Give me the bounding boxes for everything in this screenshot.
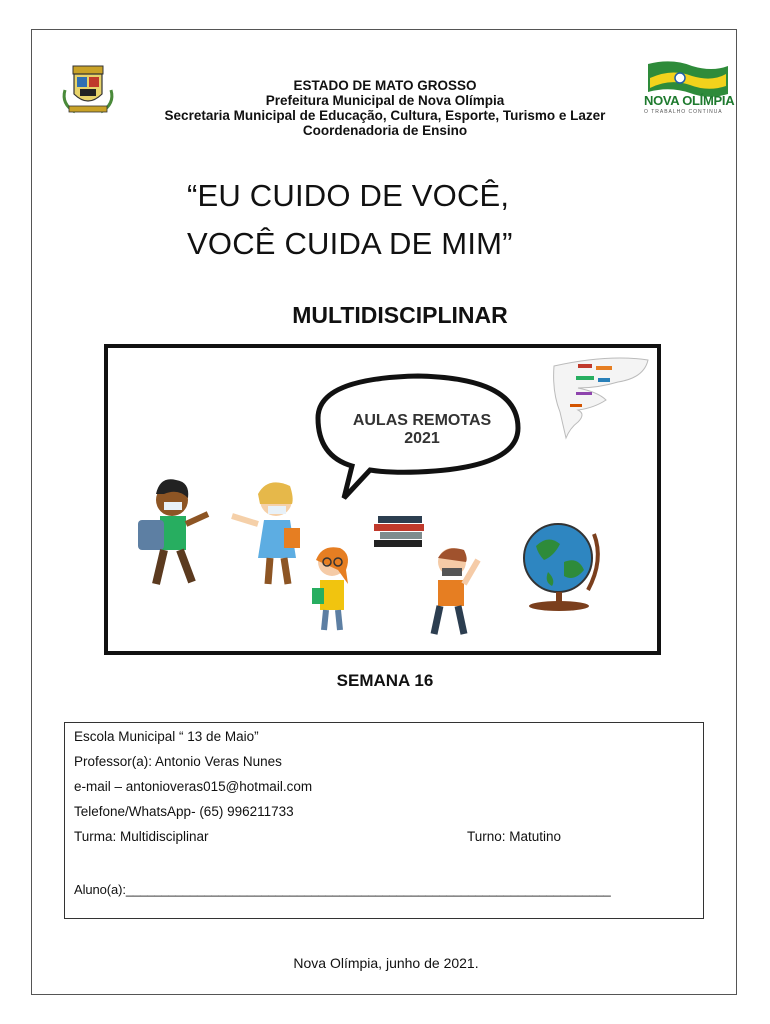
subjects-tornado-icon	[554, 358, 648, 438]
school-name: Escola Municipal “ 13 de Maio”	[74, 729, 259, 744]
title-line-2: VOCÊ CUIDA DE MIM”	[187, 226, 513, 261]
speech-bubble-text	[312, 412, 532, 448]
title-line-1: “EU CUIDO DE VOCÊ,	[187, 178, 510, 213]
logo-name: NOVA OLÍMPIA	[644, 93, 735, 108]
child-with-backpack-icon	[138, 479, 208, 584]
illustration-art	[108, 348, 657, 651]
teacher-phone: Telefone/WhatsApp- (65) 996211733	[74, 804, 294, 819]
subject-heading: MULTIDISCIPLINAR	[292, 302, 508, 328]
bubble-line-2: 2021	[404, 430, 440, 447]
remote-classes-illustration	[104, 344, 661, 655]
girl-with-book-icon	[232, 482, 300, 584]
week-label: SEMANA 16	[336, 671, 434, 690]
header-prefecture: Prefeitura Municipal de Nova Olímpia	[265, 93, 505, 108]
logo-slogan: O TRABALHO CONTINUA	[644, 109, 723, 115]
letterhead	[100, 78, 670, 138]
page-title	[187, 172, 513, 268]
header-coordination: Coordenadoria de Ensino	[302, 123, 468, 138]
place-and-date: Nova Olímpia, junho de 2021.	[293, 955, 479, 971]
shift-name: Turno: Matutino	[467, 829, 562, 844]
boy-waving-icon	[434, 548, 478, 634]
girl-with-glasses-icon	[312, 547, 348, 630]
globe-icon	[524, 524, 598, 611]
teacher-email: e-mail – antonioveras015@hotmail.com	[74, 779, 313, 794]
books-stack-icon	[374, 516, 424, 547]
header-secretariat: Secretaria Municipal de Educação, Cultura, Esporte, Turismo e Lazer	[164, 108, 606, 123]
bubble-line-1: AULAS REMOTAS	[352, 412, 492, 429]
class-name: Turma: Multidisciplinar	[74, 829, 209, 844]
header-state: ESTADO DE MATO GROSSO	[293, 78, 477, 93]
student-name-field[interactable]: Aluno(a):____________________________________________________________________	[74, 882, 611, 897]
teacher-name: Professor(a): Antonio Veras Nunes	[74, 754, 282, 769]
